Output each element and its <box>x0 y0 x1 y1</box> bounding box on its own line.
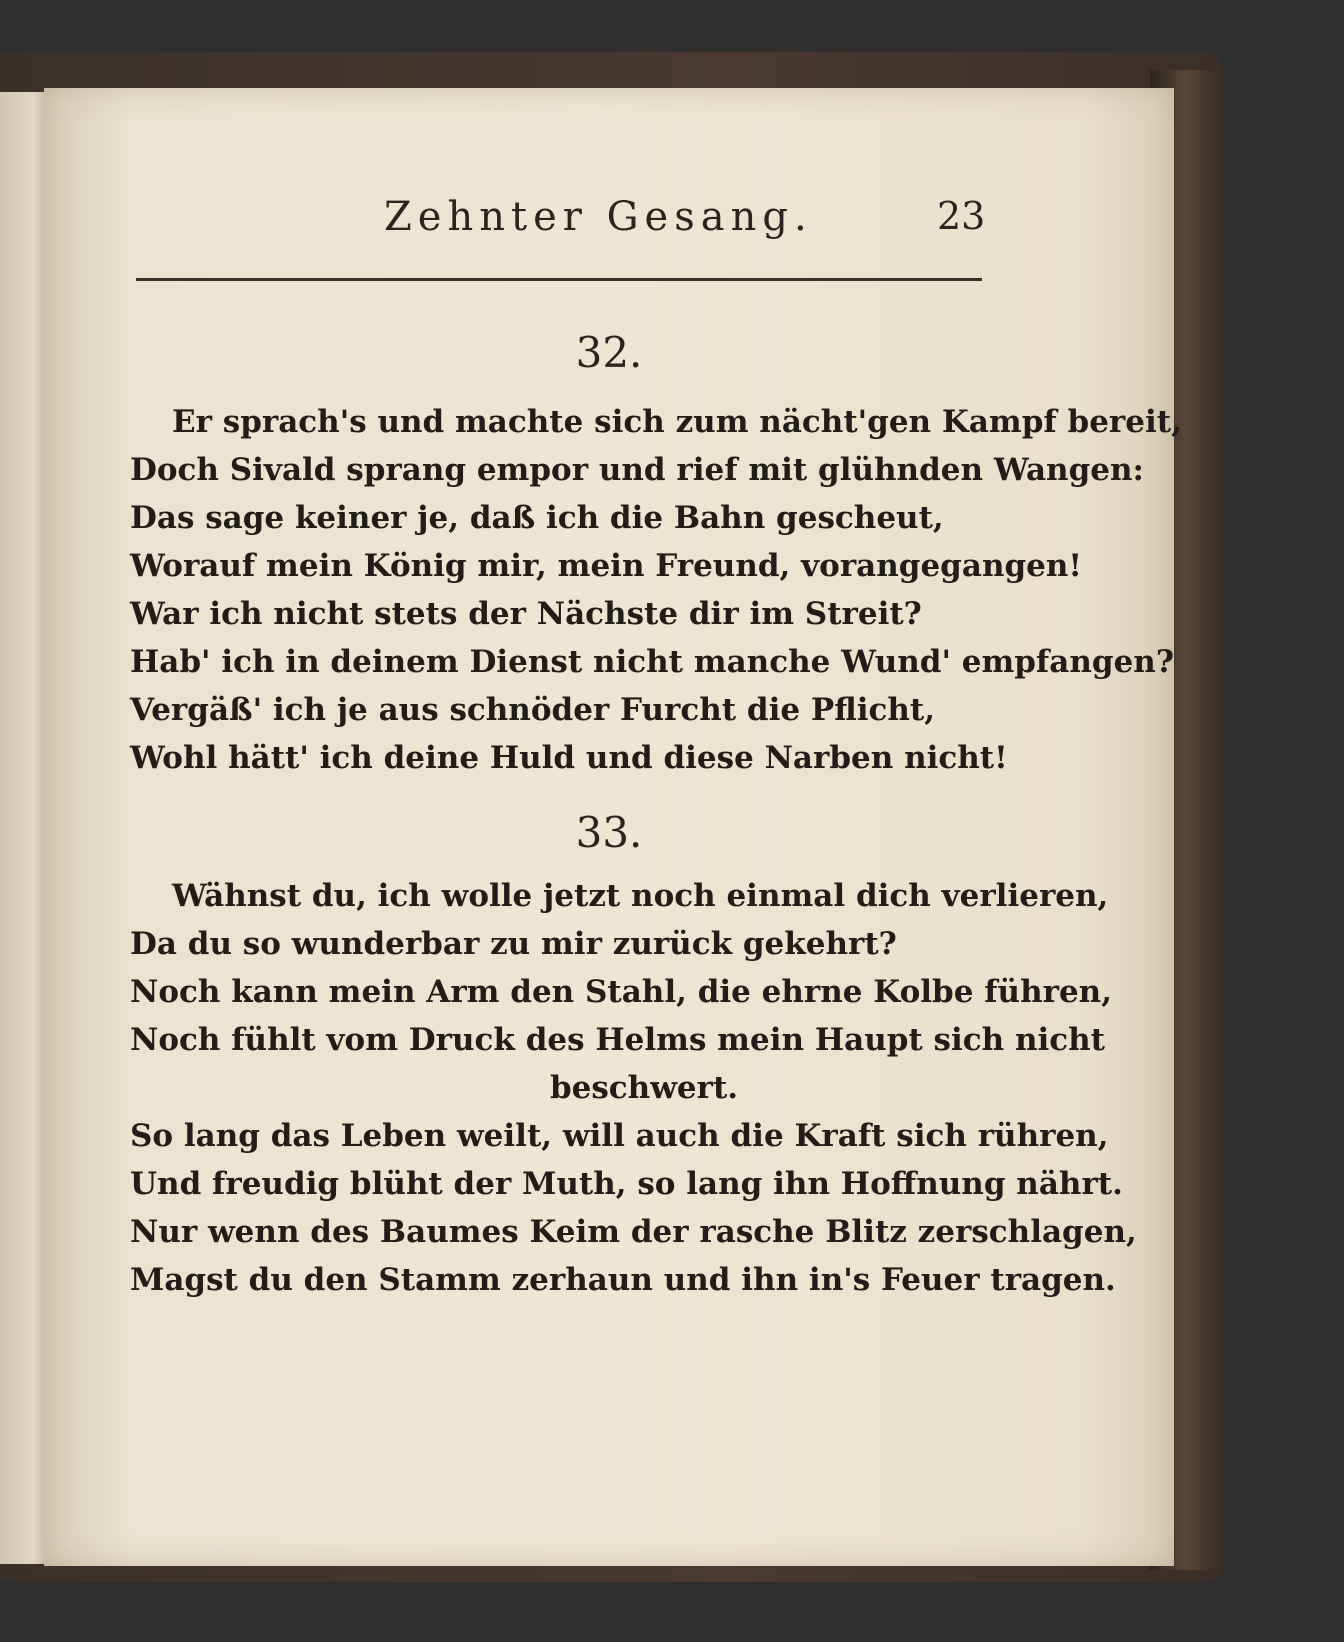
verse-line: Doch Sivald sprang empor und rief mit glühnden Wangen: <box>130 452 1144 488</box>
verse-line: Vergäß' ich je aus schnöder Furcht die Pflicht, <box>130 692 936 728</box>
page-number: 23 <box>937 194 986 238</box>
verse-line: Und freudig blüht der Muth, so lang ihn Hoffnung nährt. <box>130 1166 1123 1202</box>
running-title: Zehnter Gesang. <box>384 194 813 240</box>
verse-line: So lang das Leben weilt, will auch die Kraft sich rühren, <box>130 1118 1109 1154</box>
verse-line-continuation: beschwert. <box>549 1070 739 1106</box>
verse-line: Nur wenn des Baumes Keim der rasche Blitz zerschlagen, <box>130 1214 1137 1250</box>
verse-line: Er sprach's und machte sich zum nächt'gen Kampf bereit, <box>172 404 1182 440</box>
page-header <box>44 194 1174 244</box>
verse-line: Wohl hätt' ich deine Huld und diese Narben nicht! <box>130 740 1008 776</box>
header-rule <box>136 278 982 281</box>
verse-line: War ich nicht stets der Nächste dir im Streit? <box>130 596 922 632</box>
verse-line: Noch kann mein Arm den Stahl, die ehrne Kolbe führen, <box>130 974 1113 1010</box>
verse-line: Magst du den Stamm zerhaun und ihn in's Feuer tragen. <box>130 1262 1116 1298</box>
verse-line: Wähnst du, ich wolle jetzt noch einmal dich verlieren, <box>172 878 1109 914</box>
verse-line: Noch fühlt vom Druck des Helms mein Haupt sich nicht <box>130 1022 1106 1058</box>
verse-line: Da du so wunderbar zu mir zurück gekehrt? <box>130 926 897 962</box>
verse-line: Hab' ich in deinem Dienst nicht manche Wund' empfangen? <box>130 644 1174 680</box>
verse-line: Das sage keiner je, daß ich die Bahn gescheut, <box>130 500 944 536</box>
stanza-number: 33. <box>575 808 643 857</box>
stanza-number: 32. <box>575 328 643 377</box>
previous-page-edge <box>0 92 48 1564</box>
verse-line: Worauf mein König mir, mein Freund, vorangegangen! <box>130 548 1083 584</box>
book-page <box>44 88 1182 1566</box>
